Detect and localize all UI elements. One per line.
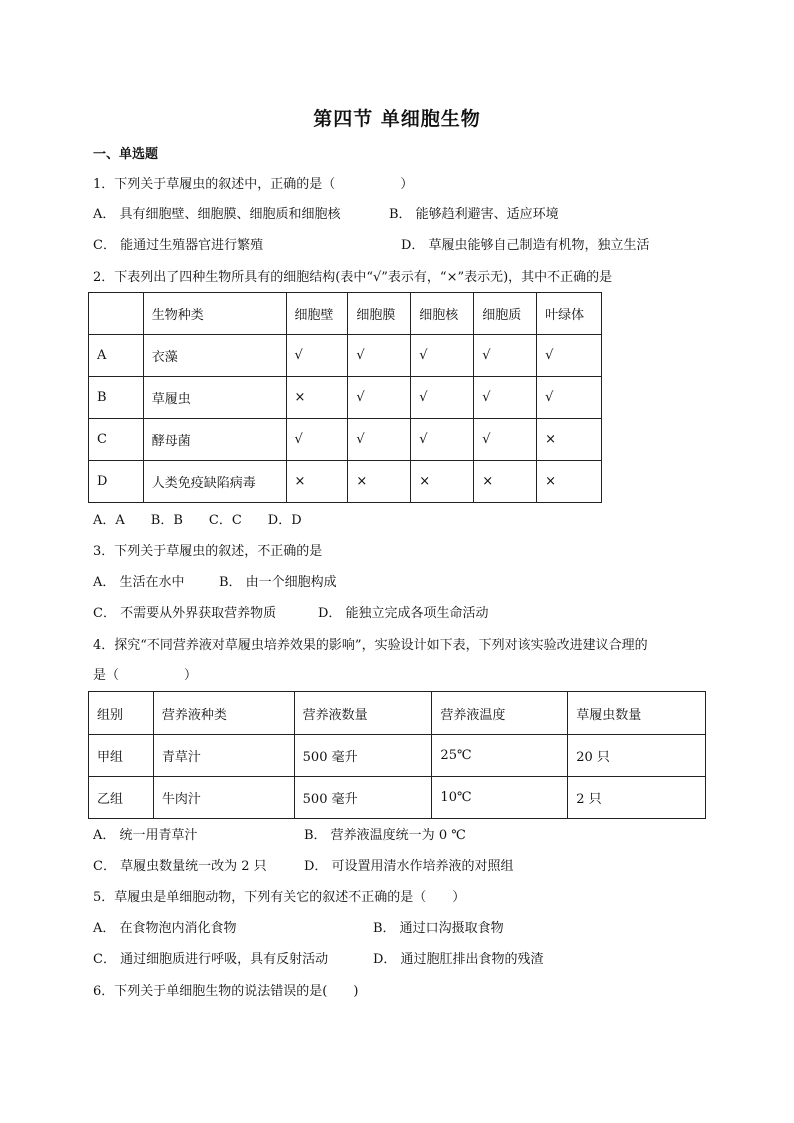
question-5-option-a: A． 在食物泡内消化食物: [93, 921, 237, 936]
table-cell: √: [537, 335, 602, 377]
table-header-cell: 组别: [89, 692, 154, 735]
table-cell: √: [286, 335, 348, 377]
question-5-option-b: B． 通过口沟摄取食物: [373, 921, 504, 936]
question-4-stem-line-2: 是（ ）: [93, 668, 198, 683]
experiment-table: [88, 691, 706, 819]
table-header-cell: 细胞壁: [286, 293, 348, 335]
table-header-cell: 草履虫数量: [568, 692, 706, 735]
table-cell: 500 毫升: [294, 777, 432, 819]
table-cell: √: [474, 377, 537, 419]
question-3-stem: 3．下列关于草履虫的叙述，不正确的是: [93, 544, 323, 559]
table-header-cell: 细胞核: [411, 293, 474, 335]
table-cell: √: [474, 335, 537, 377]
table-cell: 2 只: [568, 777, 706, 819]
question-6-stem: 6．下列关于单细胞生物的说法错误的是( ): [93, 984, 359, 999]
question-3-option-b: B． 由一个细胞构成: [219, 575, 337, 590]
table-cell: √: [537, 377, 602, 419]
table-header-cell: 营养液数量: [294, 692, 432, 735]
question-4-option-b: B． 营养液温度统一为 0 ℃: [304, 828, 466, 843]
question-4-option-c: C． 草履虫数量统一改为 2 只: [93, 859, 267, 874]
question-5-option-d: D． 通过胞肛排出食物的残渣: [373, 952, 544, 967]
table-cell: 衣藻: [143, 335, 286, 377]
question-3-option-a: A． 生活在水中: [93, 575, 185, 590]
table-header-cell: [89, 293, 144, 335]
table-cell: 草履虫: [143, 377, 286, 419]
question-3-option-d: D． 能独立完成各项生命活动: [318, 606, 489, 621]
table-cell: 甲组: [89, 735, 154, 777]
table-cell: A: [89, 335, 144, 377]
cell-structure-table: [88, 292, 602, 503]
table-cell: √: [411, 419, 474, 461]
table-cell: √: [348, 377, 411, 419]
question-2-stem: 2．下表列出了四种生物所具有的细胞结构(表中“√”表示有，“×”表示无)，其中不正确的是: [93, 270, 613, 285]
table-cell: 乙组: [89, 777, 154, 819]
table-header-cell: 叶绿体: [537, 293, 602, 335]
table-cell: √: [411, 377, 474, 419]
table-cell: D: [89, 461, 144, 503]
table-cell: 酵母菌: [143, 419, 286, 461]
table-cell: ×: [411, 461, 474, 503]
table-cell: C: [89, 419, 144, 461]
question-2-options: A．A B．B C．C D．D: [93, 513, 302, 528]
table-cell: √: [411, 335, 474, 377]
question-1-stem: 1．下列关于草履虫的叙述中，正确的是（ ）: [93, 177, 414, 192]
table-cell: √: [286, 419, 348, 461]
table-cell: √: [348, 419, 411, 461]
table-row: [89, 419, 602, 461]
table-header-row: [89, 692, 706, 735]
table-cell: 10℃: [432, 777, 568, 819]
question-1-option-d: D． 草履虫能够自己制造有机物，独立生活: [401, 238, 650, 253]
table-cell: B: [89, 377, 144, 419]
section-heading: 一、单选题: [93, 147, 159, 162]
question-4-stem-line-1: 4．探究“不同营养液对草履虫培养效果的影响”，实验设计如下表，下列对该实验改进建议合理的: [93, 638, 648, 653]
question-1-option-b: B． 能够趋利避害、适应环境: [389, 207, 559, 222]
question-4-option-a: A． 统一用青草汁: [93, 828, 198, 843]
table-cell: 牛肉汁: [153, 777, 294, 819]
table-cell: √: [474, 419, 537, 461]
question-5-stem: 5．草履虫是单细胞动物，下列有关它的叙述不正确的是（ ）: [93, 890, 466, 905]
page-title: 第四节 单细胞生物: [313, 108, 481, 130]
question-5-option-c: C． 通过细胞质进行呼吸，具有反射活动: [93, 952, 329, 967]
table-header-row: [89, 293, 602, 335]
table-cell: 20 只: [568, 735, 706, 777]
table-row: [89, 777, 706, 819]
table-cell: 人类免疫缺陷病毒: [143, 461, 286, 503]
table-cell: ×: [286, 377, 348, 419]
table-header-cell: 生物种类: [143, 293, 286, 335]
question-4-option-d: D． 可设置用清水作培养液的对照组: [304, 859, 514, 874]
table-header-cell: 细胞质: [474, 293, 537, 335]
table-row: [89, 335, 602, 377]
table-row: [89, 461, 602, 503]
table-cell: ×: [537, 461, 602, 503]
table-cell: ×: [537, 419, 602, 461]
table-row: [89, 377, 602, 419]
table-cell: √: [348, 335, 411, 377]
table-cell: ×: [286, 461, 348, 503]
question-3-option-c: C． 不需要从外界获取营养物质: [93, 606, 277, 621]
table-header-cell: 营养液种类: [153, 692, 294, 735]
table-header-cell: 细胞膜: [348, 293, 411, 335]
table-cell: 25℃: [432, 735, 568, 777]
question-1-option-c: C． 能通过生殖器官进行繁殖: [93, 238, 264, 253]
table-row: [89, 735, 706, 777]
table-cell: 500 毫升: [294, 735, 432, 777]
question-1-option-a: A． 具有细胞壁、细胞膜、细胞质和细胞核: [93, 207, 341, 222]
table-cell: 青草汁: [153, 735, 294, 777]
table-cell: ×: [348, 461, 411, 503]
table-cell: ×: [474, 461, 537, 503]
table-header-cell: 营养液温度: [432, 692, 568, 735]
